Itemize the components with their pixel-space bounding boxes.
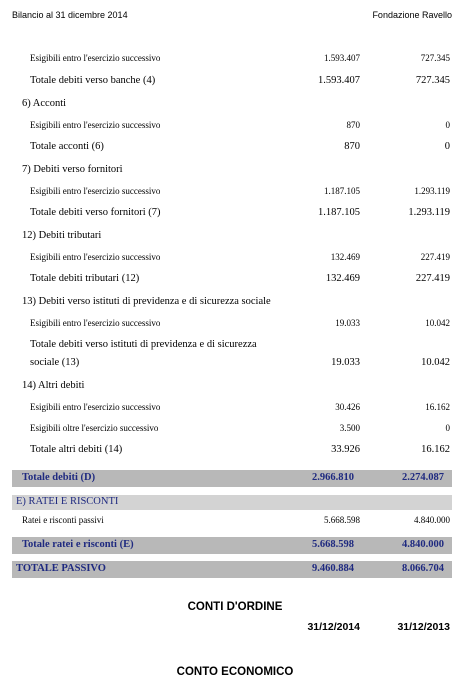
total-ratei-label: Totale ratei e risconti (E): [22, 539, 134, 550]
value-2013: 10.042: [425, 318, 450, 328]
value-2013: 10.042: [421, 357, 450, 368]
row-label: Totale acconti (6): [30, 141, 104, 152]
total-passivo-2013: 8.066.704: [402, 563, 444, 574]
total-debiti-2014: 2.966.810: [312, 472, 354, 483]
ratei-heading-band: [12, 495, 452, 510]
total-debiti-band: [12, 470, 452, 487]
row-label: Totale debiti verso fornitori (7): [30, 207, 161, 218]
value-2014: 1.593.407: [324, 53, 360, 63]
section-title: 12) Debiti tributari: [22, 230, 102, 241]
row-label: Esigibili entro l'esercizio successivo: [30, 53, 161, 63]
value-2013: 227.419: [415, 273, 450, 284]
section-title: 7) Debiti verso fornitori: [22, 164, 123, 175]
value-2013: 0: [445, 120, 450, 130]
conti-ordine-title: CONTI D'ORDINE: [187, 601, 283, 613]
total-passivo-band: [12, 561, 452, 578]
value-2013: 0: [444, 141, 450, 152]
value-2014: 1.187.105: [324, 186, 360, 196]
row-label: Esigibili entro l'esercizio successivo: [30, 186, 161, 196]
row-label: Esigibili entro l'esercizio successivo: [30, 120, 161, 130]
row-label: Esigibili entro l'esercizio successivo: [30, 402, 161, 412]
total-debiti-2013: 2.274.087: [402, 472, 444, 483]
section-title: 6) Acconti: [22, 98, 67, 109]
row-label: Ratei e risconti passivi: [22, 515, 104, 525]
row-label: Totale debiti tributari (12): [30, 273, 140, 284]
row-label-line1: Totale debiti verso istituti di previdenza e di sicurezza: [30, 339, 257, 350]
value-2014: 132.469: [325, 273, 360, 284]
total-passivo-2014: 9.460.884: [312, 563, 354, 574]
value-2014: 1.593.407: [318, 75, 360, 86]
value-2014: 3.500: [339, 423, 360, 433]
row-label: Esigibili entro l'esercizio successivo: [30, 252, 161, 262]
total-passivo-label: TOTALE PASSIVO: [16, 563, 106, 574]
value-2013: 16.162: [425, 402, 450, 412]
value-2014: 5.668.598: [324, 515, 360, 525]
value-2014: 19.033: [331, 357, 360, 368]
total-debiti-label: Totale debiti (D): [22, 472, 96, 483]
value-2014: 1.187.105: [318, 207, 360, 218]
row-label-line2: sociale (13): [30, 357, 80, 368]
row-label: Totale altri debiti (14): [30, 444, 123, 455]
value-2013: 727.345: [415, 75, 450, 86]
value-2013: 1.293.119: [408, 207, 450, 218]
col-2014: 31/12/2014: [307, 621, 360, 633]
value-2013: 1.293.119: [414, 186, 450, 196]
row-label: Totale debiti verso banche (4): [30, 75, 156, 86]
value-2013: 4.840.000: [414, 515, 450, 525]
section-title: 14) Altri debiti: [22, 380, 85, 391]
row-label: Esigibili entro l'esercizio successivo: [30, 318, 161, 328]
section-title: 13) Debiti verso istituti di previdenza e di sicurezza sociale: [22, 296, 271, 307]
value-2014: 870: [346, 120, 360, 130]
col-2013: 31/12/2013: [397, 621, 450, 633]
value-2014: 132.469: [330, 252, 360, 262]
total-ratei-band: [12, 537, 452, 554]
total-ratei-2013: 4.840.000: [402, 539, 444, 550]
report-header-left: Bilancio al 31 dicembre 2014: [12, 10, 128, 20]
report-header-right: Fondazione Ravello: [372, 10, 452, 20]
value-2013: 727.345: [420, 53, 450, 63]
row-label: Esigibili oltre l'esercizio successivo: [30, 423, 159, 433]
value-2013: 0: [445, 423, 450, 433]
value-2014: 30.426: [335, 402, 360, 412]
ratei-heading: E) RATEI E RISCONTI: [16, 496, 119, 507]
value-2013: 227.419: [420, 252, 450, 262]
value-2014: 33.926: [331, 444, 360, 455]
value-2014: 870: [344, 141, 360, 152]
conto-economico-title: CONTO ECONOMICO: [176, 666, 294, 678]
value-2014: 19.033: [335, 318, 360, 328]
value-2013: 16.162: [421, 444, 450, 455]
total-ratei-2014: 5.668.598: [312, 539, 354, 550]
